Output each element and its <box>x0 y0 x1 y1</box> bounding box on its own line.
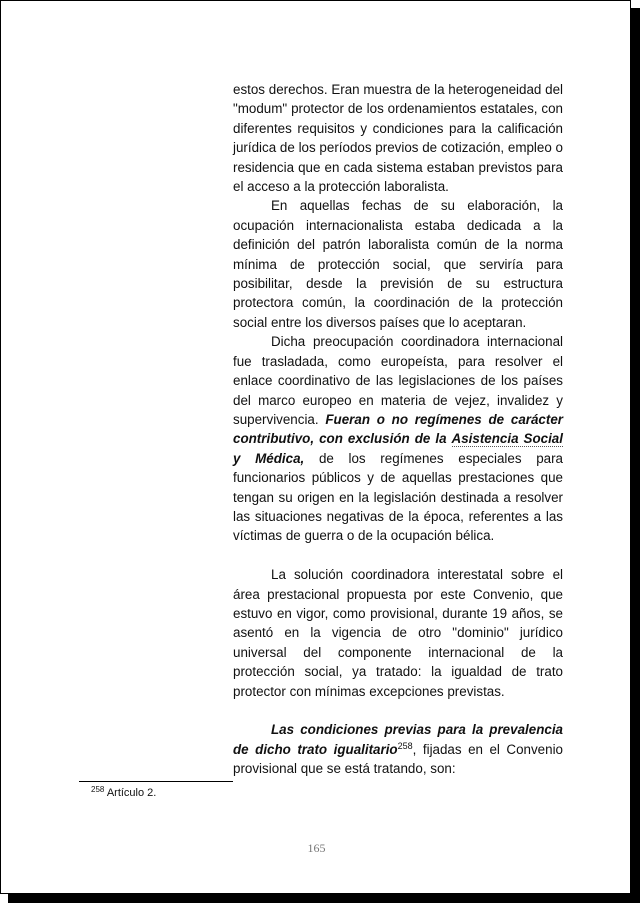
paragraph-5 <box>233 720 563 778</box>
paragraph-gap <box>233 546 563 565</box>
paragraph-3-rest: de los regímenes especiales para funcionarios públicos y de aquellas prestaciones que tengan su origen en la legislación destinada a resolver las situaciones negativas de la época, referentes a las víctimas de guerra o de la ocupación bélica. <box>233 450 563 544</box>
emphasis-text-end: y Médica, <box>233 450 305 466</box>
page-number: 165 <box>307 841 326 855</box>
paragraph-4: La solución coordinadora interestatal sobre el área prestacional propuesta por este Convenio, que estuvo en vigor, como provisional, durante 19 años, se asentó en la vigencia de otro "dominio" jurídico universal del componente internacional de la protección social, ya tratado: la igualdad de trato protector con mínimas excepciones previstas. <box>233 567 563 699</box>
paragraph-1: estos derechos. Eran muestra de la heterogeneidad del "modum" protector de los ordenamientos estatales, con diferentes requisitos y condiciones para la calificación jurídica de los períodos previos de cotización, empleo o residencia que en cada sistema estaban previstos para el acceso a la protección laboralista. <box>233 82 563 195</box>
footnote-number: 258 <box>91 785 105 794</box>
page-shadow-right <box>631 8 640 903</box>
footnote-reference[interactable]: 258 <box>397 740 413 751</box>
paragraph-3-text: Dicha preocupación coordinadora internacional fue trasladada, como europeísta, para resolver el enlace coordinativo de las legislaciones de los países del marco europeo en materia de vejez, invalidez y supervivencia. <box>233 334 563 427</box>
footnote <box>91 787 156 799</box>
emphasis-underlined-text: Asistencia Social <box>451 431 563 447</box>
footnote-text: Artículo 2. <box>106 787 157 799</box>
paragraph-gap <box>233 701 563 720</box>
page-shadow-bottom <box>8 894 640 903</box>
paragraph-2: En aquellas fechas de su elaboración, la ocupación internacionalista estaba dedicada a la definición del patrón laboralista común de la norma mínima de protección social, que serviría para posibilitar, desde la previsión de su estructura protectora común, la coordinación de la protección social entre los diversos países que lo aceptaran. <box>233 198 563 330</box>
emphasis-text: Fueran o no regímenes de carácter contributivo, con exclusión de la <box>233 411 563 447</box>
footnote-separator <box>79 781 233 782</box>
paragraph-3 <box>233 332 563 545</box>
emphasis-heading-text: Las condiciones previas para la prevalencia de dicho trato igualitario <box>233 722 563 757</box>
body-text <box>233 80 563 779</box>
paragraph-5-rest: , fijadas en el Convenio provisional que se está tratando, son: <box>233 741 563 777</box>
